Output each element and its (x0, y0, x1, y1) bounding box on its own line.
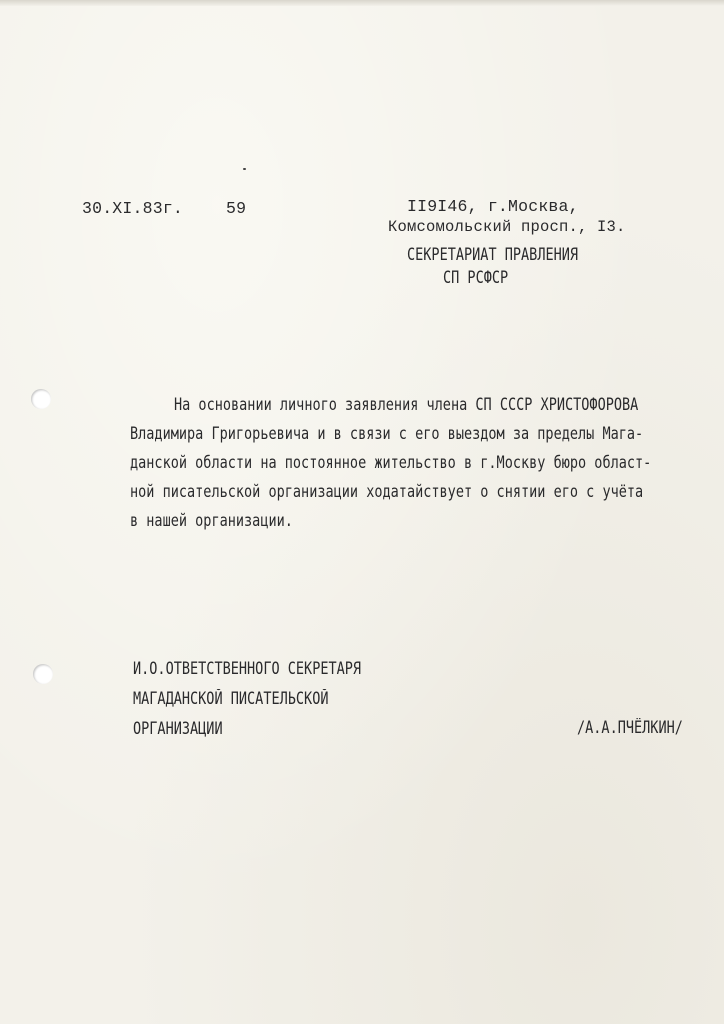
letter-number: 59 (226, 199, 247, 218)
body-line-2: Владимира Григорьевича и в связи с его выездом за пределы Мага- (130, 424, 644, 443)
recipient-line-1: СЕКРЕТАРИАТ ПРАВЛЕНИЯ (407, 245, 579, 264)
recipient-line-2: СП РСФСР (443, 268, 509, 287)
signature-title-line-3: ОРГАНИЗАЦИИ (133, 719, 223, 738)
body-line-3: данской области на постоянное жительство в г.Москву бюро област- (130, 453, 652, 472)
body-line-1: На основании личного заявления члена СП СССР ХРИСТОФОРОВА (174, 395, 639, 414)
paper-top-edge (0, 0, 724, 6)
ink-speck (243, 168, 246, 170)
address-line-2: Комсомольский просп., I3. (388, 218, 626, 236)
letter-date: 30.XI.83г. (82, 199, 184, 218)
signature-title-line-2: МАГАДАНСКОЙ ПИСАТЕЛЬСКОЙ (133, 689, 329, 708)
signature-title-line-1: И.О.ОТВЕТСТВЕННОГО СЕКРЕТАРЯ (133, 659, 362, 678)
address-line-1: II9I46, г.Москва, (407, 197, 579, 216)
body-line-4: ной писательской организации ходатайствует о снятии его с учёта (130, 482, 644, 501)
signatory-name: /А.А.ПЧЁЛКИН/ (577, 718, 683, 737)
body-line-5: в нашей организации. (130, 511, 293, 530)
punch-hole-bottom (33, 664, 53, 684)
punch-hole-top (31, 389, 51, 409)
